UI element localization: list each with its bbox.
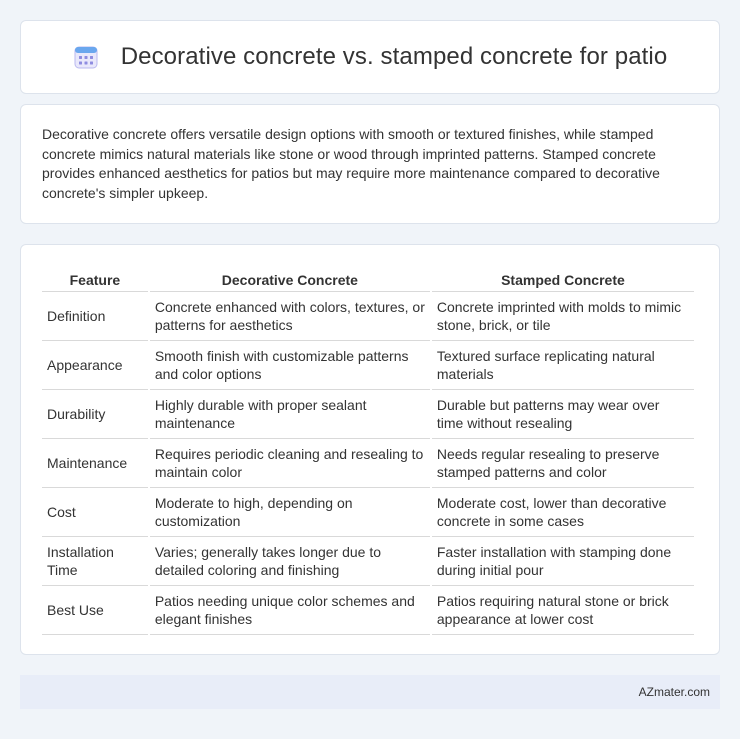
- header-stamped-concrete: Stamped Concrete: [432, 265, 694, 292]
- cell-stamped: Moderate cost, lower than decorative concrete in some cases: [432, 488, 694, 537]
- table-row: [42, 390, 694, 439]
- cell-decorative: Patios needing unique color schemes and elegant finishes: [150, 586, 430, 635]
- cell-decorative: Requires periodic cleaning and resealing to maintain color: [150, 439, 430, 488]
- table-row: [42, 586, 694, 635]
- cell-feature: Durability: [42, 390, 148, 439]
- table-row: [42, 537, 694, 586]
- title-card: [20, 20, 720, 94]
- page-title: Decorative concrete vs. stamped concrete for patio: [120, 43, 668, 70]
- cell-stamped: Textured surface replicating natural materials: [432, 341, 694, 390]
- cell-stamped: Durable but patterns may wear over time without resealing: [432, 390, 694, 439]
- cell-feature: Cost: [42, 488, 148, 537]
- cell-feature: Maintenance: [42, 439, 148, 488]
- footer-brand[interactable]: AZmater.com: [638, 685, 710, 699]
- cell-feature: Appearance: [42, 341, 148, 390]
- calendar-icon: [73, 44, 99, 70]
- summary-card: [20, 104, 720, 224]
- table-row: [42, 439, 694, 488]
- header-decorative-concrete: Decorative Concrete: [150, 265, 430, 292]
- cell-decorative: Varies; generally takes longer due to detailed coloring and finishing: [150, 537, 430, 586]
- cell-feature: Definition: [42, 292, 148, 341]
- cell-decorative: Moderate to high, depending on customization: [150, 488, 430, 537]
- cell-feature: Best Use: [42, 586, 148, 635]
- summary-text: Decorative concrete offers versatile design options with smooth or textured finishes, while stamped concrete mimics natural materials like stone or wood through imprinted patterns. Stamped concrete provides enhanced aesthetics for patios but may require more maintenance compared to decorative concrete's simpler upkeep.: [42, 126, 660, 201]
- cell-stamped: Faster installation with stamping done during initial pour: [432, 537, 694, 586]
- cell-decorative: Concrete enhanced with colors, textures, or patterns for aesthetics: [150, 292, 430, 341]
- table-row: [42, 292, 694, 341]
- table-header-row: [42, 265, 694, 292]
- comparison-table-card: [20, 244, 720, 655]
- comparison-table: [40, 265, 696, 635]
- cell-stamped: Needs regular resealing to preserve stamped patterns and color: [432, 439, 694, 488]
- cell-decorative: Smooth finish with customizable patterns and color options: [150, 341, 430, 390]
- cell-stamped: Patios requiring natural stone or brick appearance at lower cost: [432, 586, 694, 635]
- table-row: [42, 488, 694, 537]
- cell-feature: Installation Time: [42, 537, 148, 586]
- cell-stamped: Concrete imprinted with molds to mimic stone, brick, or tile: [432, 292, 694, 341]
- cell-decorative: Highly durable with proper sealant maintenance: [150, 390, 430, 439]
- table-row: [42, 341, 694, 390]
- header-feature: Feature: [42, 265, 148, 292]
- footer: [20, 675, 720, 709]
